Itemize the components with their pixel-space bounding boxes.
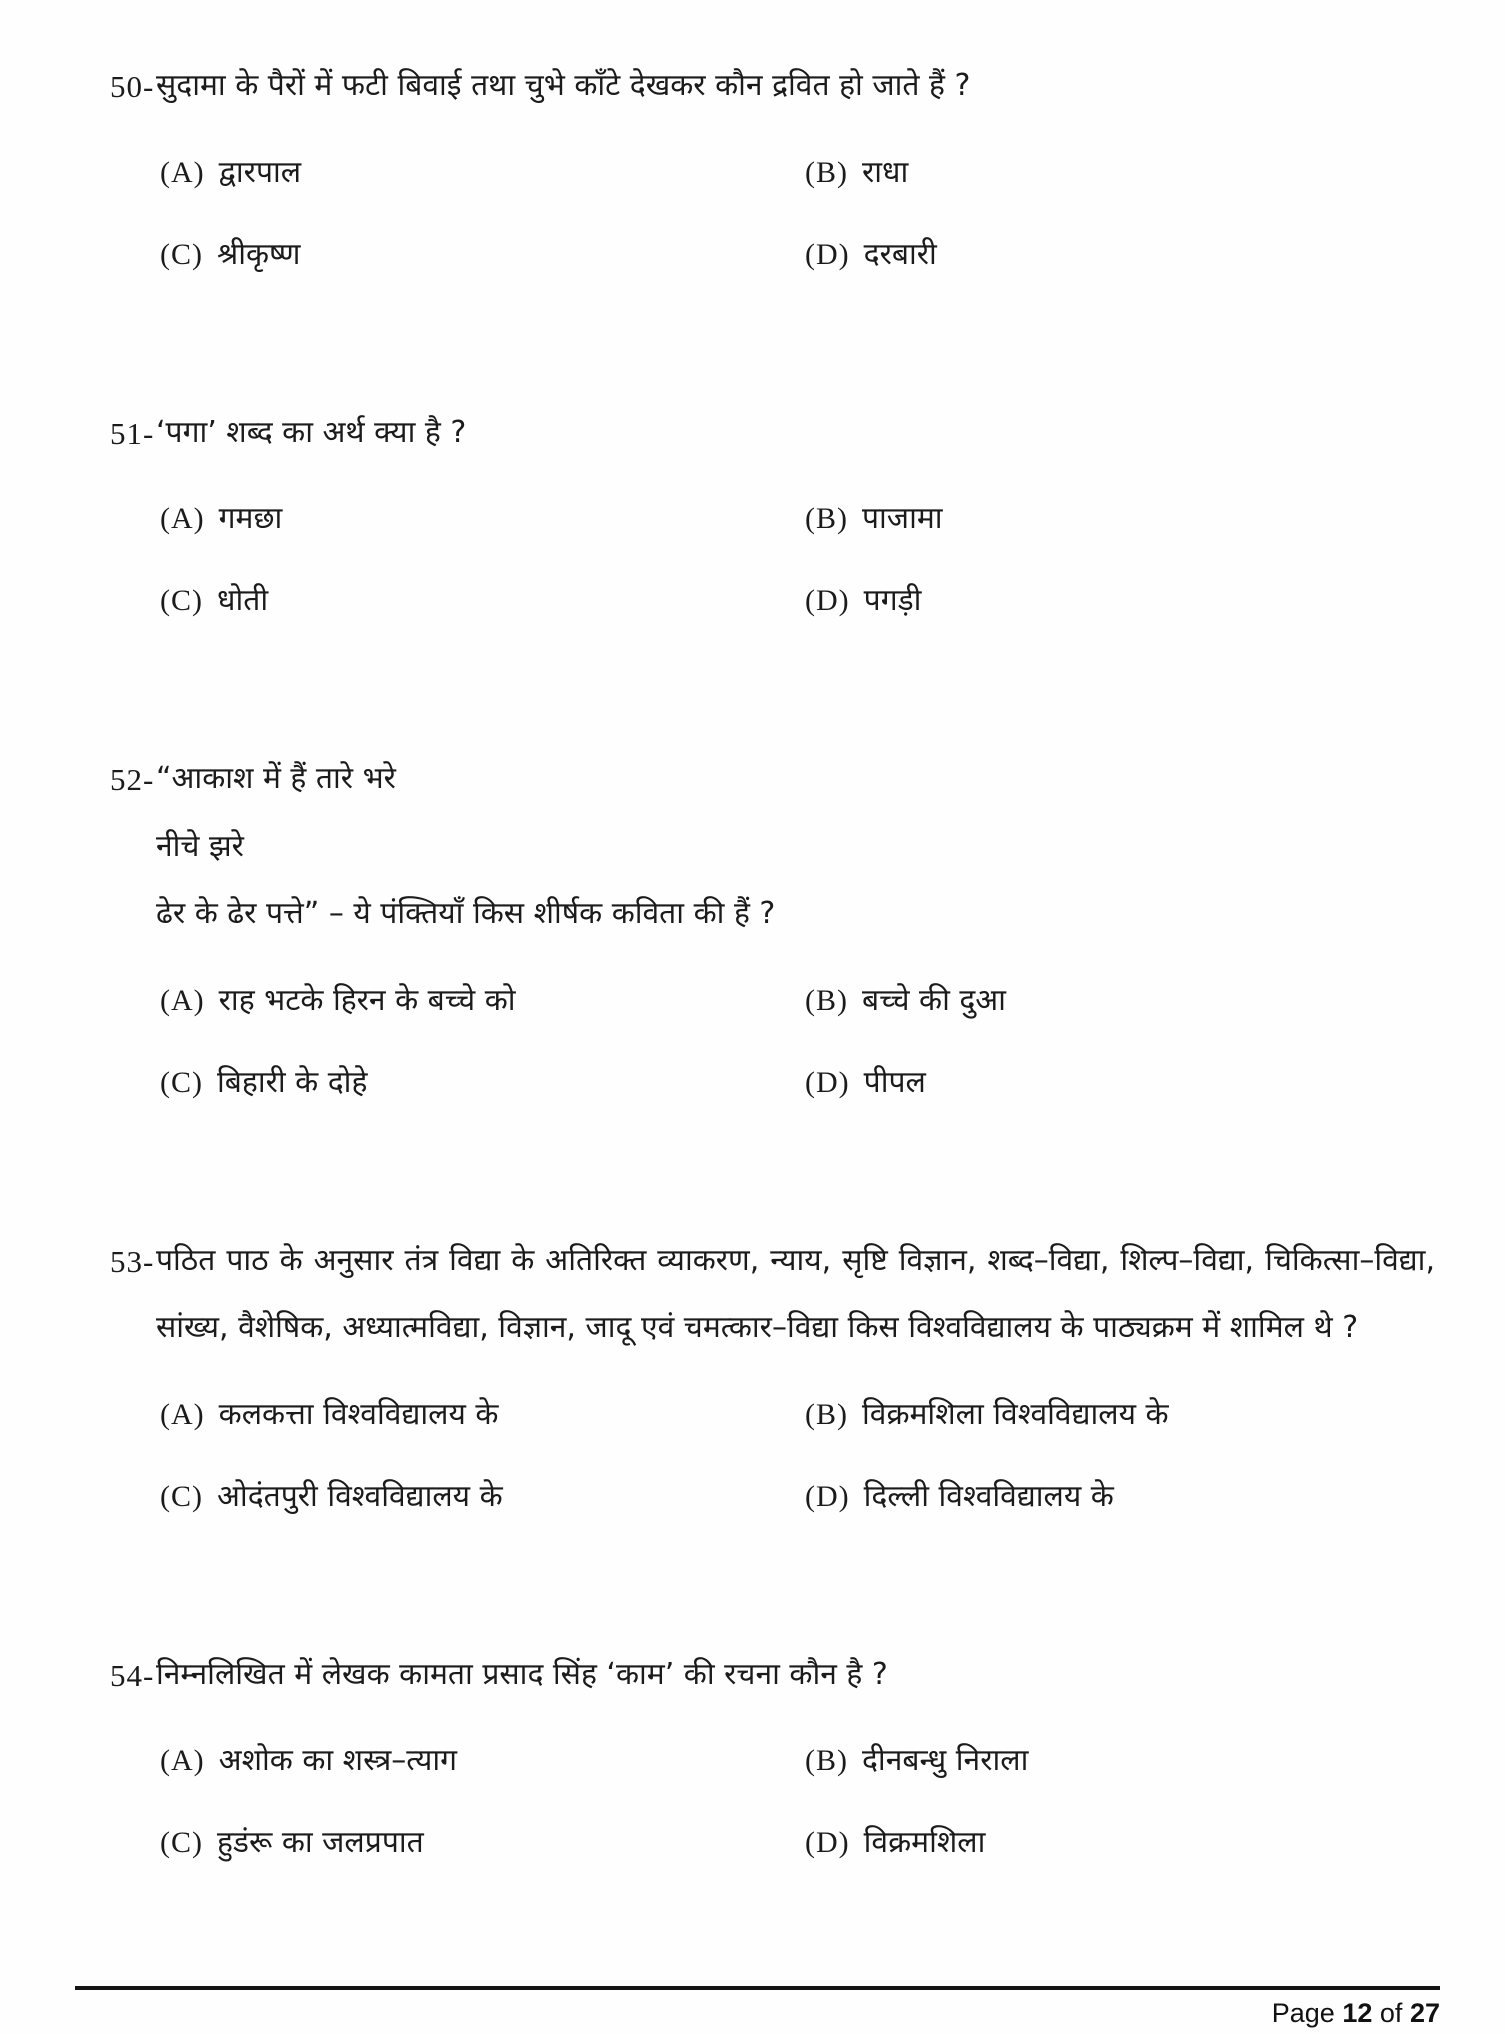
question-51-option-d <box>805 578 1435 623</box>
question-51-option-a <box>160 496 805 541</box>
option-text: श्रीकृष्ण <box>217 236 301 272</box>
question-52-option-d <box>805 1060 1435 1105</box>
question-51-option-b <box>805 496 1435 541</box>
question-50-option-a <box>160 150 805 195</box>
question-52-options <box>110 978 1435 1105</box>
question-54-option-d <box>805 1820 1435 1865</box>
page-number: 12 <box>1342 1998 1373 2028</box>
option-label: (C) <box>160 1065 203 1099</box>
question-50-number: 50- <box>110 69 155 104</box>
option-text: धोती <box>217 583 269 618</box>
question-53 <box>110 1227 1435 1519</box>
option-text: दीनबन्धु निराला <box>862 1743 1029 1778</box>
question-53-option-a <box>160 1392 805 1437</box>
footer-divider <box>75 1986 1440 1990</box>
total-pages: 27 <box>1409 1998 1440 2028</box>
question-51-line: ‘पगा’ शब्द का अर्थ क्या है ? <box>156 414 467 450</box>
option-label: (C) <box>160 237 203 271</box>
of-label: of <box>1379 1998 1403 2028</box>
option-label: (D) <box>805 1826 850 1859</box>
option-text: गमछा <box>218 501 283 536</box>
option-text: राह भटके हिरन के बच्चे को <box>218 982 516 1018</box>
option-label: (A) <box>160 1397 205 1431</box>
option-label: (A) <box>160 155 205 189</box>
option-text: बच्चे की दुआ <box>862 982 1006 1018</box>
question-54-options <box>110 1738 1435 1865</box>
question-50 <box>110 52 1435 277</box>
question-53-number: 53- <box>110 1243 155 1279</box>
option-label: (D) <box>805 1479 850 1513</box>
option-text: अशोक का शस्त्र–त्याग <box>218 1743 458 1778</box>
question-50-option-b <box>805 150 1435 195</box>
option-label: (A) <box>160 502 205 535</box>
question-52-line-1: “आकाश में हैं तारे भरे <box>156 761 396 796</box>
question-54 <box>110 1641 1435 1866</box>
question-54-option-b <box>805 1738 1435 1783</box>
question-50-option-c <box>160 232 805 277</box>
option-text: दिल्ली विश्वविद्यालय के <box>863 1478 1114 1514</box>
question-54-option-c <box>160 1820 805 1865</box>
option-text: राधा <box>862 154 909 190</box>
question-52 <box>110 745 1435 1105</box>
question-51 <box>110 399 1435 624</box>
option-label: (C) <box>160 1826 203 1859</box>
option-label: (A) <box>160 983 205 1017</box>
question-52-line-2: नीचे झरे <box>156 828 244 864</box>
option-label: (A) <box>160 1744 205 1777</box>
option-text: दरबारी <box>863 236 937 272</box>
question-52-number: 52- <box>110 762 155 797</box>
option-text: ओदंतपुरी विश्वविद्यालय के <box>217 1478 503 1514</box>
question-53-option-b <box>805 1392 1435 1437</box>
question-52-text <box>110 745 1435 813</box>
option-text: पगड़ी <box>863 583 922 618</box>
question-52-option-c <box>160 1060 805 1105</box>
question-53-options <box>110 1392 1435 1519</box>
question-53-option-d <box>805 1474 1435 1519</box>
option-text: विक्रमशिला <box>863 1825 986 1860</box>
question-51-text <box>110 399 1435 467</box>
option-label: (B) <box>805 983 848 1017</box>
question-50-options <box>110 150 1435 277</box>
page-indicator <box>1272 1998 1440 2029</box>
question-52-line-3: ढेर के ढेर पत्ते” – ये पंक्तियाँ किस शीर्षक कविता की हैं ? <box>156 896 776 931</box>
question-54-option-a <box>160 1738 805 1783</box>
option-label: (D) <box>805 237 850 271</box>
option-text: विक्रमशिला विश्वविद्यालय के <box>862 1396 1169 1432</box>
option-text: बिहारी के दोहे <box>217 1064 368 1100</box>
option-label: (D) <box>805 1065 850 1099</box>
option-label: (C) <box>160 584 203 617</box>
option-label: (B) <box>805 1397 848 1431</box>
option-text: हुडंरू का जलप्रपात <box>217 1825 424 1860</box>
question-52-option-b <box>805 978 1435 1023</box>
question-51-number: 51- <box>110 415 155 451</box>
question-50-text <box>110 52 1435 120</box>
question-50-option-d <box>805 232 1435 277</box>
question-51-option-c <box>160 578 805 623</box>
question-54-line: निम्नलिखित में लेखक कामता प्रसाद सिंह ‘काम’ की रचना कौन है ? <box>156 1656 888 1692</box>
question-54-text <box>110 1641 1435 1709</box>
option-text: कलकत्ता विश्वविद्यालय के <box>218 1396 499 1432</box>
question-50-line: सुदामा के पैरों में फटी बिवाई तथा चुभे काँटे देखकर कौन द्रवित हो जाते हैं ? <box>156 68 971 103</box>
option-label: (B) <box>805 155 848 189</box>
option-label: (C) <box>160 1479 203 1513</box>
question-53-text <box>110 1227 1435 1362</box>
question-52-option-a <box>160 978 805 1023</box>
question-53-line: पठित पाठ के अनुसार तंत्र विद्या के अतिरिक्त व्याकरण, न्याय, सृष्टि विज्ञान, शब्द–विद्या, शिल्प–विद्या, चिकित्सा–विद्या, सांख्य, वैशेषिक, अध्यात्मविद्या, विज्ञान, जादू एवं चमत्कार–विद्या किस विश्वविद्यालय के पाठ्यक्रम में शामिल थे ? <box>156 1242 1435 1345</box>
option-label: (B) <box>805 1744 848 1777</box>
question-54-number: 54- <box>110 1657 155 1693</box>
option-label: (B) <box>805 502 848 535</box>
option-text: पीपल <box>863 1064 926 1100</box>
option-text: पाजामा <box>862 501 943 536</box>
option-text: द्वारपाल <box>218 154 302 190</box>
option-label: (D) <box>805 584 850 617</box>
question-53-option-c <box>160 1474 805 1519</box>
question-51-options <box>110 496 1435 623</box>
page-label: Page <box>1271 1998 1335 2028</box>
